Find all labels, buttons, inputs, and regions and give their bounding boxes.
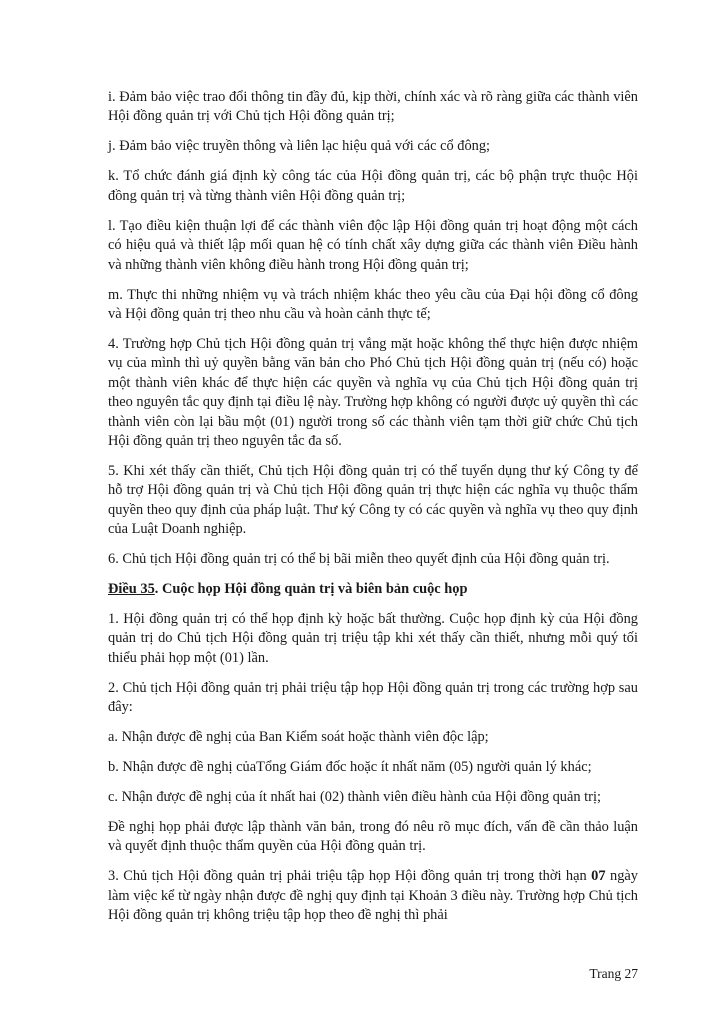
paragraph-i: i. Đảm bảo việc trao đổi thông tin đầy đủ, kịp thời, chính xác và rõ ràng giữa các thành viên Hội đồng quản trị với Chủ tịch Hội đồng quản trị; xyxy=(108,89,638,125)
article-number: Điều 35 xyxy=(108,581,155,598)
paragraph-5: 5. Khi xét thấy cần thiết, Chủ tịch Hội đồng quản trị có thể tuyển dụng thư ký Công ty để hỗ trợ Hội đồng quản trị và Chủ tịch Hội đồng quản trị thực hiện các nghĩa vụ thuộc thẩm quyền theo quy định của pháp luật. Thư ký Công ty có các quyền và nghĩa vụ theo quy định của Luật Doanh nghiệp. xyxy=(108,463,638,538)
article-item-c: c. Nhận được đề nghị của ít nhất hai (02) thành viên điều hành của Hội đồng quản trị; xyxy=(108,788,601,805)
article-paragraph-1: 1. Hội đồng quản trị có thể họp định kỳ hoặc bất thường. Cuộc họp định kỳ của Hội đồng quản trị do Chủ tịch Hội đồng quản trị triệu tập khi xét thấy cần thiết, nhưng mỗi quý tối thiểu phải họp một (01) lần. xyxy=(108,610,638,666)
paragraph-l: l. Tạo điều kiện thuận lợi để các thành viên độc lập Hội đồng quản trị hoạt động một cách có hiệu quả và thiết lập mối quan hệ có tính chất xây dựng giữa các thành viên Điều hành và những thành viên không điều hành trong Hội đồng quản trị; xyxy=(108,217,638,273)
article-paragraph-2: 2. Chủ tịch Hội đồng quản trị phải triệu tập họp Hội đồng quản trị trong các trường hợp sau đây: xyxy=(108,679,638,715)
paragraph-j: j. Đảm bảo việc truyền thông và liên lạc hiệu quả với các cổ đông; xyxy=(108,138,491,155)
paragraph-3-part2: ngày làm việc kể từ ngày nhận được đề nghị quy định tại Khoản 3 điều này. Trường hợp Chủ tịch Hội đồng quản trị không triệu tập họp theo đề nghị thì phải xyxy=(108,868,638,924)
paragraph-4: 4. Trường hợp Chủ tịch Hội đồng quản trị vắng mặt hoặc không thể thực hiện được nhiệm vụ của mình thì uỷ quyền bằng văn bản cho Phó Chủ tịch Hội đồng quản trị (nếu có) hoặc một thành viên khác để thực hiện các quyền và nghĩa vụ của Chủ tịch Hội đồng quản trị theo nguyên tắc quy định tại điều lệ này. Trường hợp không có người được uỷ quyền thì các thành viên còn lại bầu một (01) người trong số các thành viên tạm thời giữ chức Chủ tịch Hội đồng quản trị theo nguyên tắc đa số. xyxy=(108,336,638,450)
article-paragraph-3 xyxy=(108,867,638,925)
paragraph-3-part1: 3. Chủ tịch Hội đồng quản trị phải triệu tập họp Hội đồng quản trị trong thời hạn xyxy=(108,868,592,885)
paragraph-k: k. Tổ chức đánh giá định kỳ công tác của Hội đồng quản trị, các bộ phận trực thuộc Hội đồng quản trị và từng thành viên Hội đồng quản trị; xyxy=(108,168,638,204)
article-item-b: b. Nhận được đề nghị củaTổng Giám đốc hoặc ít nhất năm (05) người quản lý khác; xyxy=(108,758,592,775)
request-requirement: Đề nghị họp phải được lập thành văn bản, trong đó nêu rõ mục đích, vấn đề cần thảo luận và quyết định thuộc thẩm quyền của Hội đồng quản trị. xyxy=(108,818,638,855)
paragraph-6: 6. Chủ tịch Hội đồng quản trị có thể bị bãi miễn theo quyết định của Hội đồng quản trị. xyxy=(108,551,610,568)
paragraph-m: m. Thực thi những nhiệm vụ và trách nhiệm khác theo yêu cầu của Đại hội đồng cổ đông và Hội đồng quản trị theo nhu cầu và hoàn cảnh thực tế; xyxy=(108,286,638,323)
article-title: . Cuộc họp Hội đồng quản trị và biên bản cuộc họp xyxy=(154,581,468,598)
paragraph-3-bold-days: 07 xyxy=(591,868,606,885)
document-body xyxy=(108,88,638,936)
page-number: Trang 27 xyxy=(589,966,638,981)
article-heading xyxy=(108,580,638,599)
article-item-a: a. Nhận được đề nghị của Ban Kiểm soát hoặc thành viên độc lập; xyxy=(108,728,489,745)
